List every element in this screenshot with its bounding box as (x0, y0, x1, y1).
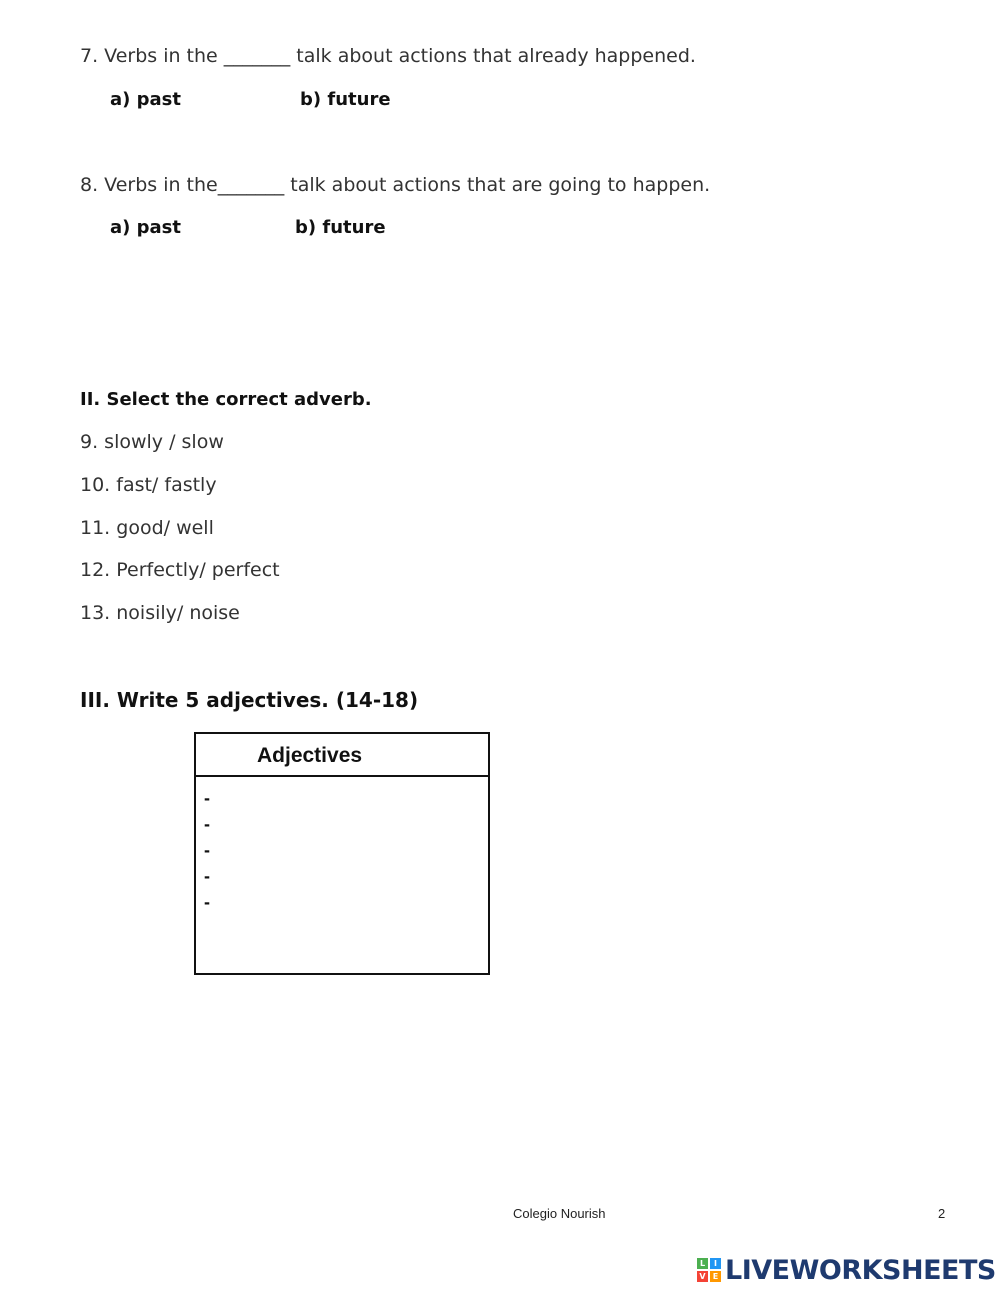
logo-tile-e: E (710, 1271, 721, 1282)
logo-text: LIVEWORKSHEETS (725, 1254, 996, 1286)
adjective-entry-1[interactable]: - (204, 788, 210, 808)
question-7-option-a: a) past (110, 89, 181, 110)
logo-tile-i: I (710, 1258, 721, 1269)
adjective-entry-2[interactable]: - (204, 814, 210, 834)
adjectives-table-header: Adjectives (196, 734, 488, 777)
adjective-entry-5[interactable]: - (204, 892, 210, 912)
adjectives-list (196, 777, 488, 915)
logo-tiles-icon (697, 1258, 721, 1282)
footer-school-name: Colegio Nourish (513, 1206, 606, 1221)
adjective-entry-3[interactable]: - (204, 840, 210, 860)
adverb-item-13: 13. noisily/ noise (80, 602, 240, 624)
section-2-title: II. Select the correct adverb. (80, 389, 372, 410)
question-7: 7. Verbs in the _______ talk about actions that already happened. (80, 45, 696, 67)
adjective-entry-4[interactable]: - (204, 866, 210, 886)
logo-tile-l: L (697, 1258, 708, 1269)
question-7-option-b: b) future (300, 89, 391, 110)
footer-page-number: 2 (938, 1206, 946, 1221)
question-8-option-b: b) future (295, 217, 386, 238)
question-8: 8. Verbs in the_______ talk about actions that are going to happen. (80, 174, 711, 196)
section-3-title: III. Write 5 adjectives. (14-18) (80, 688, 419, 712)
adverb-item-12: 12. Perfectly/ perfect (80, 559, 280, 581)
adjectives-table (194, 732, 490, 975)
adverb-item-11: 11. good/ well (80, 517, 214, 539)
liveworksheets-logo[interactable] (697, 1255, 996, 1285)
question-8-option-a: a) past (110, 217, 181, 238)
adverb-item-10: 10. fast/ fastly (80, 474, 217, 496)
adverb-item-9: 9. slowly / slow (80, 431, 224, 453)
logo-tile-v: V (697, 1271, 708, 1282)
